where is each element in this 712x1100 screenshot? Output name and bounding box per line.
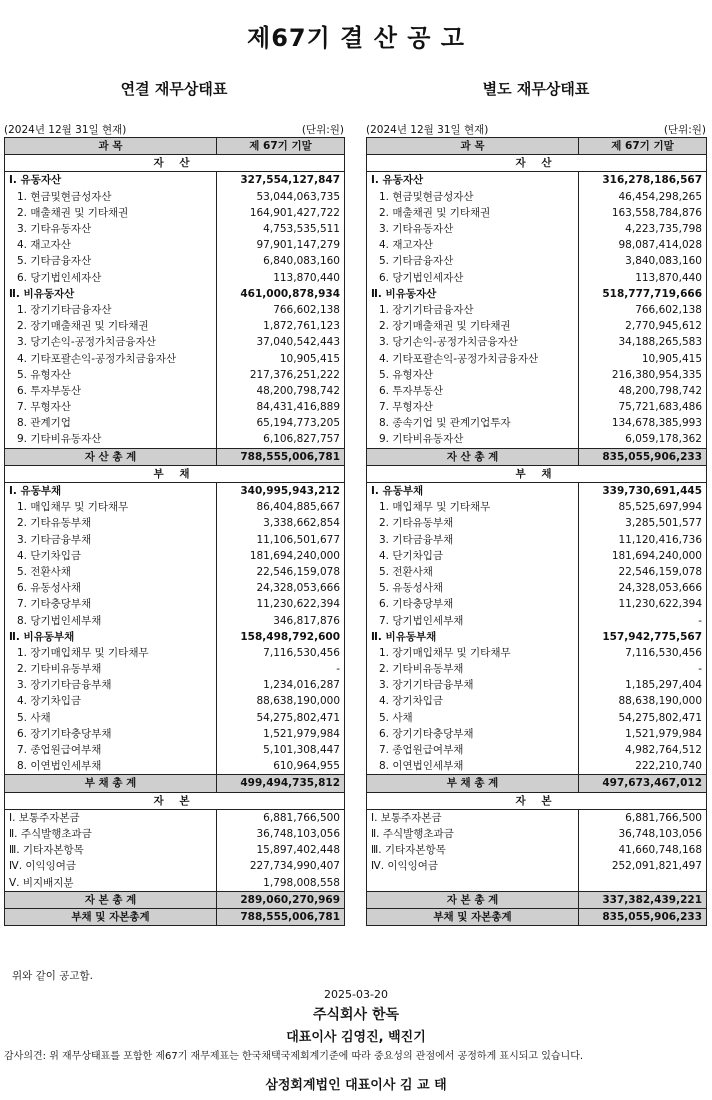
account-name: 6. 당기법인세자산: [5, 270, 217, 286]
amount-value: 788,555,006,781: [217, 908, 345, 925]
amount-value: 216,380,954,335: [579, 367, 707, 383]
group-row: [5, 172, 345, 189]
amount-value: 181,694,240,000: [579, 548, 707, 564]
table-row: [367, 645, 707, 661]
table-row: [367, 399, 707, 415]
table-row: [5, 532, 345, 548]
table-row: [5, 858, 345, 874]
account-name: 7. 무형자산: [367, 399, 579, 415]
separate-meta: [366, 122, 706, 137]
amount-value: 84,431,416,889: [217, 399, 345, 415]
account-name: 9. 기타비유동자산: [5, 431, 217, 448]
account-name: Ⅳ. 이익잉여금: [5, 858, 217, 874]
amount-value: 53,044,063,735: [217, 189, 345, 205]
account-name: 2. 매출채권 및 기타채권: [5, 205, 217, 221]
table-row: [367, 842, 707, 858]
account-name: Ⅰ. 유동부채: [5, 482, 217, 499]
amount-value: 86,404,885,667: [217, 499, 345, 515]
account-name: 5. 기타금융자산: [5, 253, 217, 269]
table-row: [367, 221, 707, 237]
table-row: [5, 548, 345, 564]
separate-statement-title: 별도 재무상태표: [482, 80, 590, 98]
account-name: 5. 유형자산: [367, 367, 579, 383]
account-name: 부 채 총 계: [367, 775, 579, 792]
account-name: Ⅱ. 비유동부채: [5, 629, 217, 645]
table-row: [5, 415, 345, 431]
ceo-names: 대표이사 김영진, 백진기: [286, 1030, 426, 1045]
account-name: 1. 현금및현금성자산: [367, 189, 579, 205]
account-name: 3. 당기손익-공정가치금융자산: [5, 334, 217, 350]
table-row: [367, 318, 707, 334]
account-name: 4. 단기차입금: [367, 548, 579, 564]
amount-value: 222,210,740: [579, 758, 707, 775]
table-row: [5, 431, 345, 448]
group-row: [367, 482, 707, 499]
table-row: [367, 661, 707, 677]
account-name: 부채 및 자본총계: [5, 908, 217, 925]
table-row: [5, 677, 345, 693]
account-name: 3. 기타유동자산: [367, 221, 579, 237]
account-name: 3. 당기손익-공정가치금융자산: [367, 334, 579, 350]
amount-value: 22,546,159,078: [579, 564, 707, 580]
table-row: [5, 334, 345, 350]
group-row: [5, 286, 345, 302]
amount-value: 766,602,138: [217, 302, 345, 318]
amount-value: 10,905,415: [217, 350, 345, 366]
account-name: Ⅴ. 비지배지분: [5, 874, 217, 891]
account-name: Ⅲ. 기타자본항목: [367, 842, 579, 858]
amount-value: 11,230,622,394: [217, 596, 345, 612]
amount-value: 6,881,766,500: [217, 809, 345, 826]
table-row: [5, 645, 345, 661]
section-label: 자 산: [5, 155, 345, 172]
table-row: [367, 431, 707, 448]
amount-value: 610,964,955: [217, 758, 345, 775]
account-name: Ⅰ. 유동자산: [367, 172, 579, 189]
amount-value: 316,278,186,567: [579, 172, 707, 189]
table-row: [5, 842, 345, 858]
section-header-row: [5, 155, 345, 172]
amount-value: 164,901,427,722: [217, 205, 345, 221]
total-row: [5, 448, 345, 465]
separate-balance-sheet-table: [366, 137, 707, 926]
amount-value: 157,942,775,567: [579, 629, 707, 645]
amount-value: 461,000,878,934: [217, 286, 345, 302]
table-row: [367, 809, 707, 826]
account-name: 7. 종업원급여부채: [5, 742, 217, 758]
account-name: Ⅱ. 주식발행초과금: [5, 826, 217, 842]
amount-value: 1,872,761,123: [217, 318, 345, 334]
amount-value: 3,840,083,160: [579, 253, 707, 269]
account-name: 3. 기타금융부채: [5, 532, 217, 548]
section-label: 부 채: [367, 465, 707, 482]
account-name: 5. 유형자산: [5, 367, 217, 383]
amount-value: 1,234,016,287: [217, 677, 345, 693]
table-row: [5, 499, 345, 515]
account-name: Ⅰ. 유동자산: [5, 172, 217, 189]
group-row: [367, 172, 707, 189]
table-row: [367, 383, 707, 399]
amount-value: 6,106,827,757: [217, 431, 345, 448]
table-row: [5, 596, 345, 612]
table-row: [5, 710, 345, 726]
account-name: 3. 기타유동자산: [5, 221, 217, 237]
amount-value: 88,638,190,000: [217, 693, 345, 709]
amount-value: 11,120,416,736: [579, 532, 707, 548]
amount-value: 48,200,798,742: [217, 383, 345, 399]
section-header-row: [5, 792, 345, 809]
company-name: 주식회사 한독: [312, 1007, 400, 1023]
group-row: [367, 629, 707, 645]
account-name: 부 채 총 계: [5, 775, 217, 792]
table-row: [367, 858, 707, 874]
amount-value: 22,546,159,078: [217, 564, 345, 580]
account-name: [367, 874, 579, 891]
table-row: [5, 693, 345, 709]
account-name: Ⅱ. 비유동부채: [367, 629, 579, 645]
account-name: 6. 투자부동산: [5, 383, 217, 399]
amount-value: 48,200,798,742: [579, 383, 707, 399]
total-row: [367, 775, 707, 792]
account-name: Ⅰ. 유동부채: [367, 482, 579, 499]
table-row: [367, 189, 707, 205]
account-name: 4. 장기차입금: [367, 693, 579, 709]
section-header-row: [367, 465, 707, 482]
amount-value: 227,734,990,407: [217, 858, 345, 874]
table-row: [367, 367, 707, 383]
amount-value: 337,382,439,221: [579, 891, 707, 908]
account-name: 5. 유동성사채: [367, 580, 579, 596]
table-row: [367, 532, 707, 548]
account-name: 1. 매입채무 및 기타채무: [367, 499, 579, 515]
table-row: [5, 726, 345, 742]
amount-value: 113,870,440: [579, 270, 707, 286]
table-row: [367, 826, 707, 842]
table-row: [367, 874, 707, 891]
table-row: [5, 205, 345, 221]
group-row: [5, 482, 345, 499]
amount-value: 98,087,414,028: [579, 237, 707, 253]
amount-value: 4,753,535,511: [217, 221, 345, 237]
total-row: [5, 891, 345, 908]
amount-value: 6,059,178,362: [579, 431, 707, 448]
amount-value: 113,870,440: [217, 270, 345, 286]
table-row: [367, 596, 707, 612]
table-header-row: [367, 138, 707, 155]
account-name: Ⅱ. 주식발행초과금: [367, 826, 579, 842]
amount-value: 36,748,103,056: [579, 826, 707, 842]
account-name: 8. 이연법인세부채: [5, 758, 217, 775]
section-label: 자 본: [367, 792, 707, 809]
amount-value: 346,817,876: [217, 612, 345, 628]
account-name: 자 본 총 계: [5, 891, 217, 908]
account-name: Ⅱ. 비유동자산: [5, 286, 217, 302]
table-row: [367, 580, 707, 596]
amount-value: 41,660,748,168: [579, 842, 707, 858]
account-name: 자 본 총 계: [367, 891, 579, 908]
table-row: [5, 367, 345, 383]
account-name: 8. 당기법인세부채: [5, 612, 217, 628]
announcement-date: 2025-03-20: [324, 988, 388, 1001]
amount-value: 163,558,784,876: [579, 205, 707, 221]
table-row: [5, 515, 345, 531]
consolidated-meta: [4, 122, 344, 137]
table-row: [367, 302, 707, 318]
amount-value: 3,338,662,854: [217, 515, 345, 531]
table-row: [367, 564, 707, 580]
account-name: 6. 유동성사채: [5, 580, 217, 596]
account-name: 6. 당기법인세자산: [367, 270, 579, 286]
amount-value: 36,748,103,056: [217, 826, 345, 842]
account-name: Ⅰ. 보통주자본금: [367, 809, 579, 826]
table-row: [367, 710, 707, 726]
account-name: 1. 매입채무 및 기타채무: [5, 499, 217, 515]
amount-value: 75,721,683,486: [579, 399, 707, 415]
account-name: 1. 장기매입채무 및 기타채무: [367, 645, 579, 661]
amount-value: 24,328,053,666: [217, 580, 345, 596]
unit-note: (단위:원): [301, 124, 344, 136]
account-name: 3. 장기기타금융부채: [367, 677, 579, 693]
consolidated-balance-sheet-table: [4, 137, 345, 926]
total-row: [5, 775, 345, 792]
section-label: 자 본: [5, 792, 345, 809]
amount-column-header: 제 67기 기말: [217, 138, 345, 155]
amount-value: 1,521,979,984: [217, 726, 345, 742]
table-row: [5, 221, 345, 237]
total-row: [367, 448, 707, 465]
amount-value: -: [579, 612, 707, 628]
amount-value: 5,101,308,447: [217, 742, 345, 758]
amount-value: 1,185,297,404: [579, 677, 707, 693]
amount-value: 766,602,138: [579, 302, 707, 318]
amount-value: 1,521,979,984: [579, 726, 707, 742]
account-name: 7. 종업원급여부채: [367, 742, 579, 758]
account-name: 5. 사채: [5, 710, 217, 726]
amount-value: 835,055,906,233: [579, 448, 707, 465]
table-row: [5, 237, 345, 253]
table-row: [5, 809, 345, 826]
account-name: 1. 장기기타금융자산: [5, 302, 217, 318]
table-row: [5, 302, 345, 318]
account-name: 자 산 총 계: [367, 448, 579, 465]
account-name: 2. 매출채권 및 기타채권: [367, 205, 579, 221]
account-name: 3. 장기기타금융부채: [5, 677, 217, 693]
table-row: [5, 580, 345, 596]
account-name: 7. 기타충당부채: [5, 596, 217, 612]
group-row: [5, 629, 345, 645]
table-row: [5, 661, 345, 677]
group-row: [367, 286, 707, 302]
table-row: [367, 499, 707, 515]
table-header-row: [5, 138, 345, 155]
amount-value: 4,223,735,798: [579, 221, 707, 237]
account-name: 부채 및 자본총계: [367, 908, 579, 925]
account-column-header: 과 목: [5, 138, 217, 155]
table-row: [5, 564, 345, 580]
account-name: 6. 기타충당부채: [367, 596, 579, 612]
table-row: [5, 318, 345, 334]
amount-value: 518,777,719,666: [579, 286, 707, 302]
amount-value: 835,055,906,233: [579, 908, 707, 925]
amount-value: 10,905,415: [579, 350, 707, 366]
amount-value: 37,040,542,443: [217, 334, 345, 350]
amount-value: 252,091,821,497: [579, 858, 707, 874]
section-header-row: [367, 155, 707, 172]
section-header-row: [367, 792, 707, 809]
table-row: [367, 515, 707, 531]
amount-value: 289,060,270,969: [217, 891, 345, 908]
account-name: 2. 장기매출채권 및 기타채권: [5, 318, 217, 334]
amount-value: 4,982,764,512: [579, 742, 707, 758]
account-name: 8. 관계기업: [5, 415, 217, 431]
table-row: [367, 350, 707, 366]
table-row: [5, 350, 345, 366]
table-row: [367, 548, 707, 564]
account-name: 7. 무형자산: [5, 399, 217, 415]
auditor-name: 삼정회계법인 대표이사 김 교 태: [265, 1078, 447, 1093]
unit-note: (단위:원): [663, 124, 706, 136]
amount-value: 134,678,385,993: [579, 415, 707, 431]
account-name: 8. 종속기업 및 관계기업투자: [367, 415, 579, 431]
account-name: 3. 기타금융부채: [367, 532, 579, 548]
table-row: [5, 742, 345, 758]
account-name: 6. 투자부동산: [367, 383, 579, 399]
table-row: [367, 758, 707, 775]
table-row: [367, 415, 707, 431]
amount-value: 54,275,802,471: [217, 710, 345, 726]
table-row: [5, 399, 345, 415]
amount-value: 788,555,006,781: [217, 448, 345, 465]
amount-value: 11,106,501,677: [217, 532, 345, 548]
table-row: [5, 826, 345, 842]
total-row: [5, 908, 345, 925]
amount-value: 11,230,622,394: [579, 596, 707, 612]
table-row: [367, 612, 707, 628]
amount-value: 3,285,501,577: [579, 515, 707, 531]
amount-value: 340,995,943,212: [217, 482, 345, 499]
account-name: 1. 현금및현금성자산: [5, 189, 217, 205]
total-row: [367, 891, 707, 908]
account-name: 자 산 총 계: [5, 448, 217, 465]
table-row: [367, 205, 707, 221]
account-name: 4. 기타포괄손익-공정가치금융자산: [367, 350, 579, 366]
audit-opinion: 감사의견: 위 재무상태표를 포함한 제67기 재무제표는 한국채택국제회계기준에 따라 중요성의 관점에서 공정하게 표시되고 있습니다.: [4, 1051, 584, 1062]
page-title: 제67기 결 산 공 고: [247, 24, 465, 52]
amount-value: -: [579, 661, 707, 677]
amount-value: 158,498,792,600: [217, 629, 345, 645]
table-row: [367, 334, 707, 350]
amount-value: 54,275,802,471: [579, 710, 707, 726]
account-name: 1. 장기매입채무 및 기타채무: [5, 645, 217, 661]
account-name: 5. 사채: [367, 710, 579, 726]
amount-value: 339,730,691,445: [579, 482, 707, 499]
table-row: [367, 677, 707, 693]
amount-value: 15,897,402,448: [217, 842, 345, 858]
date-note: (2024년 12월 31일 현재): [366, 124, 489, 136]
account-name: 4. 재고자산: [367, 237, 579, 253]
table-row: [5, 383, 345, 399]
account-name: 5. 기타금융자산: [367, 253, 579, 269]
account-name: 4. 단기차입금: [5, 548, 217, 564]
amount-value: -: [217, 661, 345, 677]
account-name: 4. 재고자산: [5, 237, 217, 253]
amount-value: 181,694,240,000: [217, 548, 345, 564]
table-row: [367, 270, 707, 286]
amount-value: 7,116,530,456: [217, 645, 345, 661]
account-name: 5. 전환사채: [367, 564, 579, 580]
account-name: 1. 장기기타금융자산: [367, 302, 579, 318]
table-row: [367, 693, 707, 709]
account-name: 2. 장기매출채권 및 기타채권: [367, 318, 579, 334]
account-name: 2. 기타비유동부채: [5, 661, 217, 677]
section-label: 부 채: [5, 465, 345, 482]
table-row: [5, 253, 345, 269]
amount-value: [579, 874, 707, 891]
account-name: Ⅳ. 이익잉여금: [367, 858, 579, 874]
table-row: [367, 253, 707, 269]
table-row: [5, 758, 345, 775]
amount-value: 7,116,530,456: [579, 645, 707, 661]
table-row: [367, 726, 707, 742]
announcement-note: 위와 같이 공고함.: [12, 970, 94, 982]
account-name: Ⅰ. 보통주자본금: [5, 809, 217, 826]
amount-value: 6,840,083,160: [217, 253, 345, 269]
account-name: 4. 장기차입금: [5, 693, 217, 709]
amount-value: 85,525,697,994: [579, 499, 707, 515]
amount-value: 34,188,265,583: [579, 334, 707, 350]
section-header-row: [5, 465, 345, 482]
account-name: 4. 기타포괄손익-공정가치금융자산: [5, 350, 217, 366]
account-name: Ⅱ. 비유동자산: [367, 286, 579, 302]
amount-value: 2,770,945,612: [579, 318, 707, 334]
amount-value: 88,638,190,000: [579, 693, 707, 709]
account-name: Ⅲ. 기타자본항목: [5, 842, 217, 858]
table-row: [5, 189, 345, 205]
amount-column-header: 제 67기 기말: [579, 138, 707, 155]
account-name: 2. 기타유동부채: [5, 515, 217, 531]
table-row: [367, 742, 707, 758]
amount-value: 6,881,766,500: [579, 809, 707, 826]
account-name: 8. 이연법인세부채: [367, 758, 579, 775]
amount-value: 97,901,147,279: [217, 237, 345, 253]
account-name: 2. 기타유동부채: [367, 515, 579, 531]
account-name: 7. 당기법인세부채: [367, 612, 579, 628]
amount-value: 217,376,251,222: [217, 367, 345, 383]
amount-value: 24,328,053,666: [579, 580, 707, 596]
table-row: [5, 270, 345, 286]
amount-value: 497,673,467,012: [579, 775, 707, 792]
account-column-header: 과 목: [367, 138, 579, 155]
account-name: 6. 장기기타충당부채: [367, 726, 579, 742]
account-name: 5. 전환사채: [5, 564, 217, 580]
section-label: 자 산: [367, 155, 707, 172]
date-note: (2024년 12월 31일 현재): [4, 124, 127, 136]
total-row: [367, 908, 707, 925]
amount-value: 65,194,773,205: [217, 415, 345, 431]
table-row: [5, 612, 345, 628]
amount-value: 327,554,127,847: [217, 172, 345, 189]
account-name: 9. 기타비유동자산: [367, 431, 579, 448]
amount-value: 1,798,008,558: [217, 874, 345, 891]
table-row: [367, 237, 707, 253]
amount-value: 499,494,735,812: [217, 775, 345, 792]
table-row: [5, 874, 345, 891]
consolidated-statement-title: 연결 재무상태표: [120, 80, 228, 98]
account-name: 2. 기타비유동부채: [367, 661, 579, 677]
amount-value: 46,454,298,265: [579, 189, 707, 205]
account-name: 6. 장기기타충당부채: [5, 726, 217, 742]
